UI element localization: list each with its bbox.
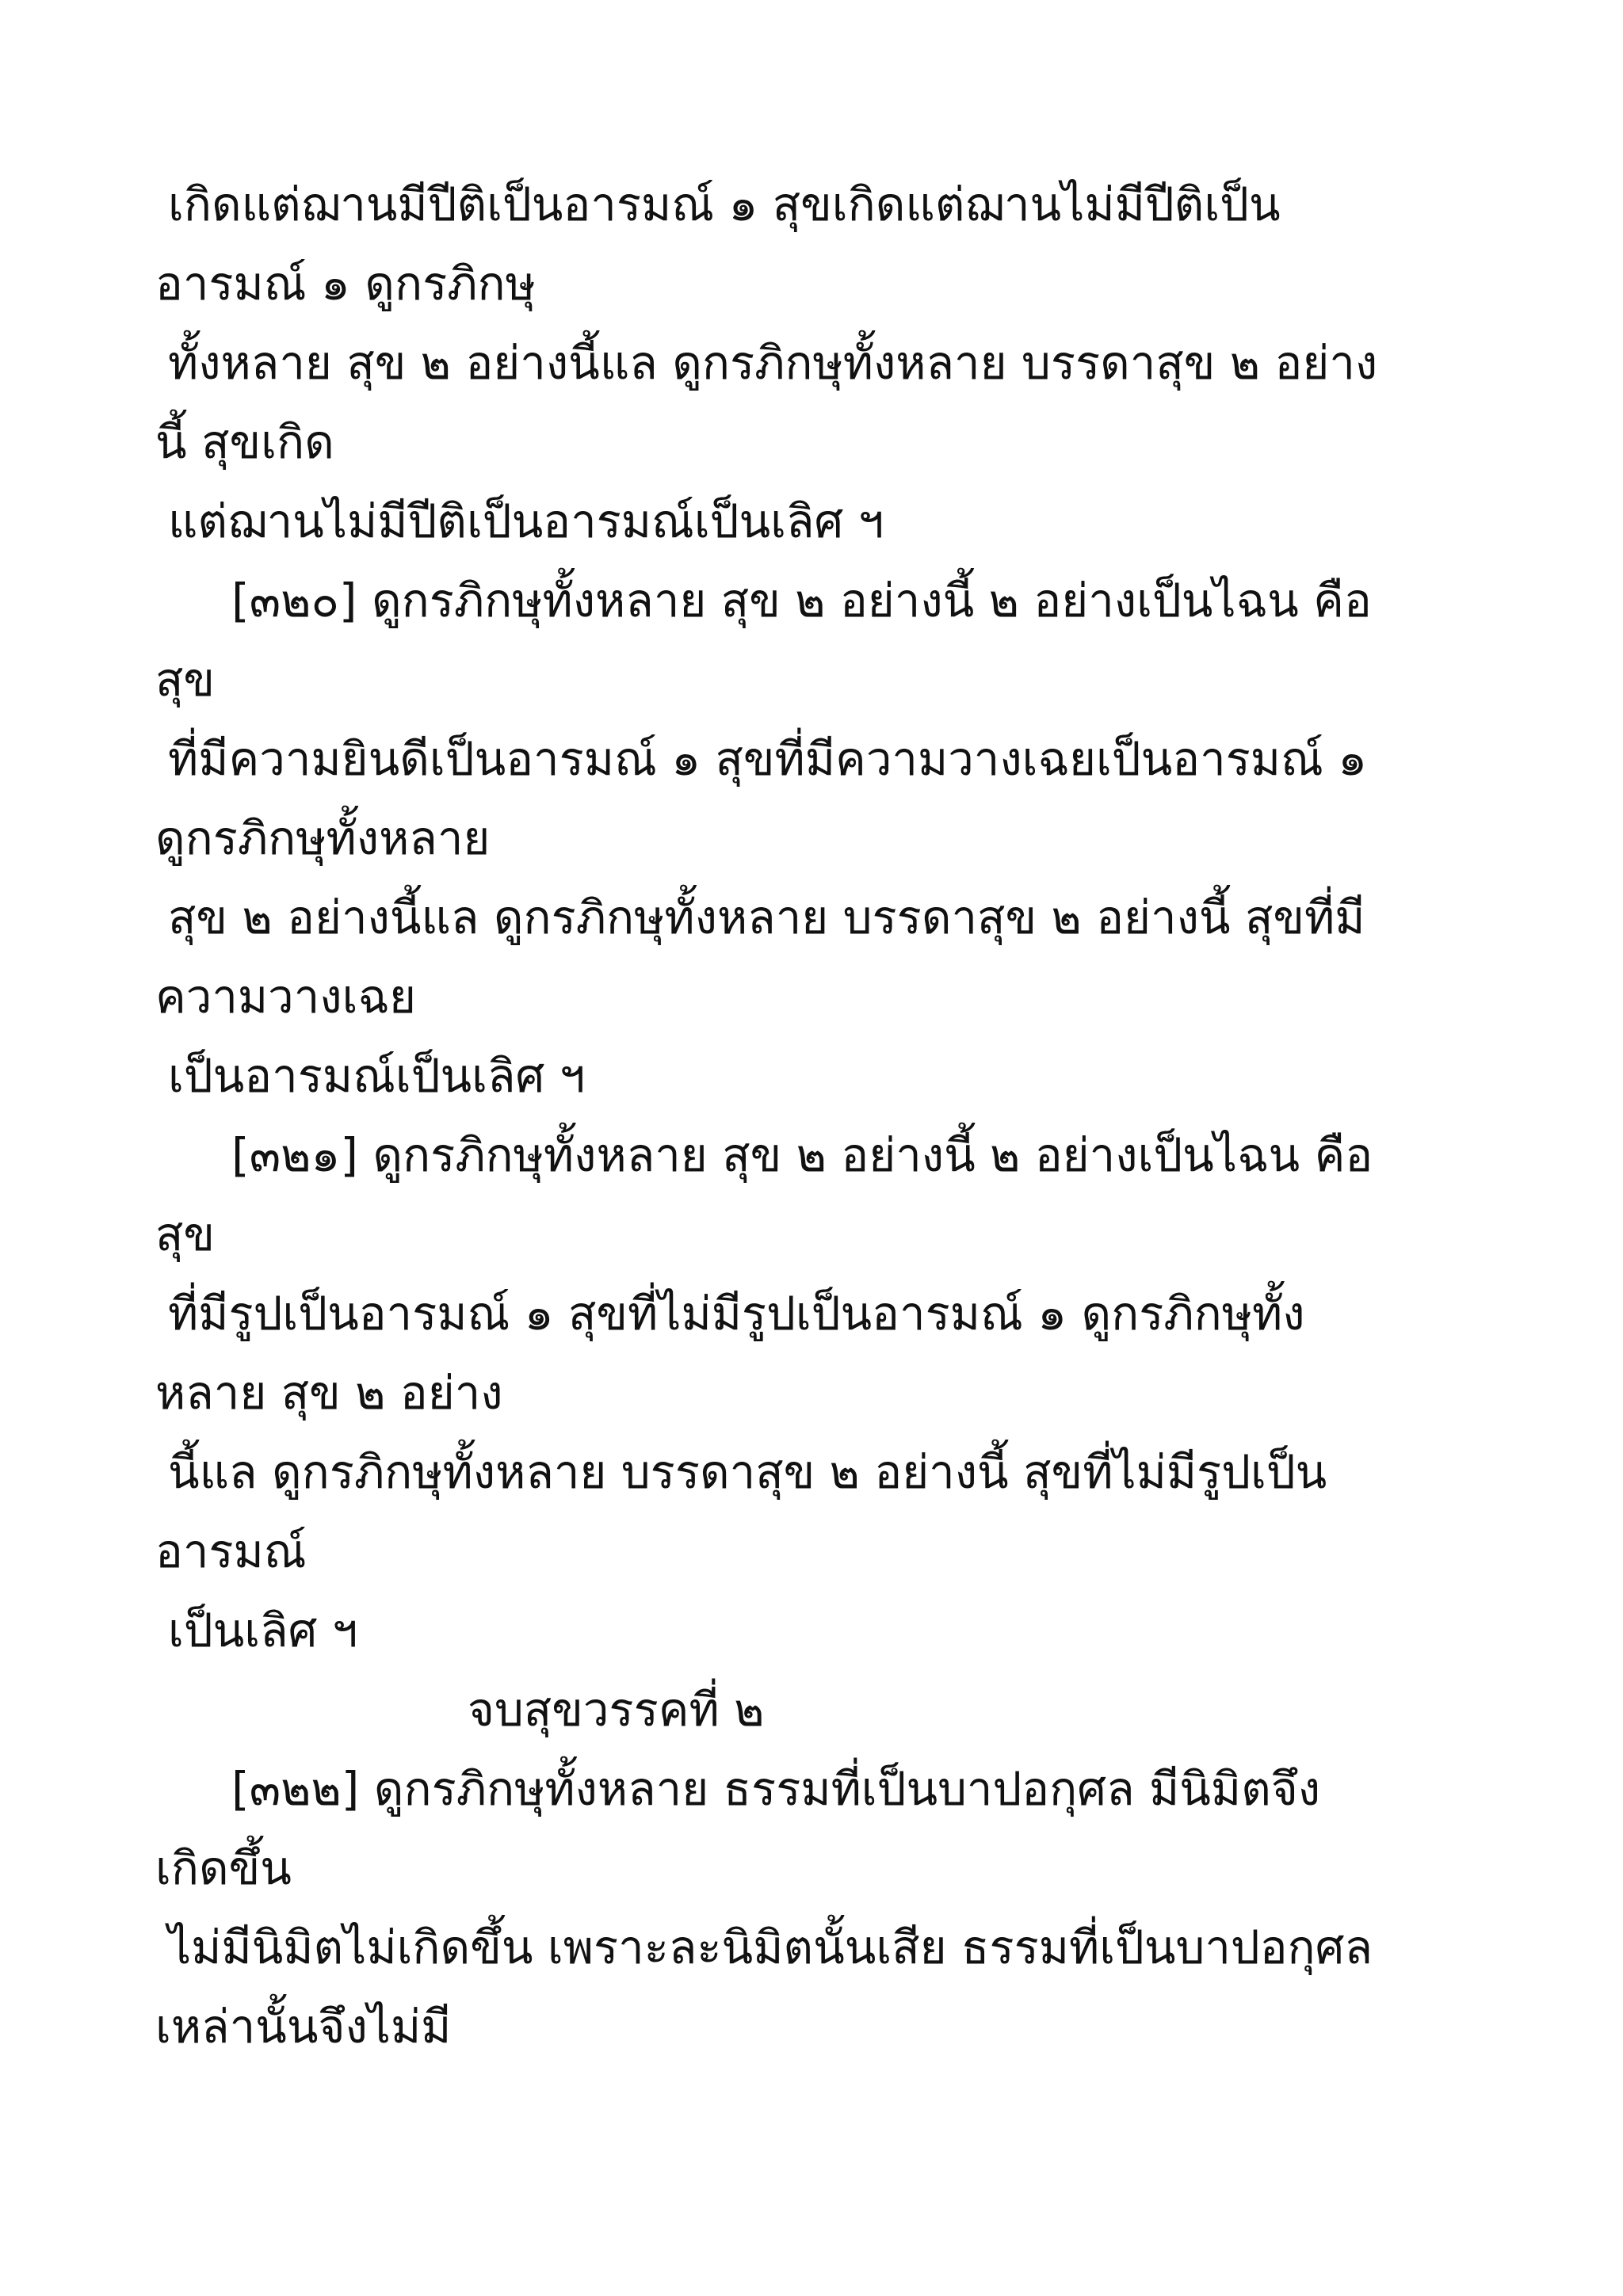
text-line: ความวางเฉย <box>155 970 416 1024</box>
text-line: ที่มีความยินดีเป็นอารมณ์ ๑ สุขที่มีความวางเฉยเป็นอารมณ์ ๑ <box>168 732 1368 786</box>
text-line: อารมณ์ <box>155 1524 307 1578</box>
text-line: เป็นอารมณ์เป็นเลิศ ฯ <box>168 1049 586 1103</box>
text-line: เหล่านั้นจึงไม่มี <box>155 2000 452 2054</box>
text-line: สุข ๒ อย่างนี้แล ดูกรภิกษุทั้งหลาย บรรดาสุข ๒ อย่างนี้ สุขที่มี <box>168 891 1365 944</box>
text-line: แต่ฌานไม่มีปีติเป็นอารมณ์เป็นเลิศ ฯ <box>168 494 884 548</box>
text-line: ทั้งหลาย สุข ๒ อย่างนี้แล ดูกรภิกษุทั้งหลาย บรรดาสุข ๒ อย่าง <box>168 336 1378 390</box>
paragraph-start-line: [๓๒๒] ดูกรภิกษุทั้งหลาย ธรรมที่เป็นบาปอกุศล มีนิมิตจึง <box>231 1762 1321 1816</box>
text-line: หลาย สุข ๒ อย่าง <box>155 1366 503 1420</box>
chapter-end-heading: จบสุขวรรคที่ ๒ <box>468 1683 765 1737</box>
text-line: สุข <box>155 1207 216 1261</box>
text-line: เกิดขึ้น <box>155 1841 292 1895</box>
paragraph-start-line: [๓๒๑] ดูกรภิกษุทั้งหลาย สุข ๒ อย่างนี้ ๒ อย่างเป็นไฉน คือ <box>231 1128 1373 1182</box>
paragraph-start-line: [๓๒๐] ดูกรภิกษุทั้งหลาย สุข ๒ อย่างนี้ ๒ อย่างเป็นไฉน คือ <box>231 574 1372 627</box>
text-line: อารมณ์ ๑ ดูกรภิกษุ <box>155 257 536 311</box>
text-line: นี้ สุขเกิด <box>155 415 334 469</box>
text-line: สุข <box>155 653 216 707</box>
text-line: ไม่มีนิมิตไม่เกิดขึ้น เพราะละนิมิตนั้นเสีย ธรรมที่เป็นบาปอกุศล <box>168 1920 1373 1974</box>
text-line: นี้แล ดูกรภิกษุทั้งหลาย บรรดาสุข ๒ อย่างนี้ สุขที่ไม่มีรูปเป็น <box>168 1445 1327 1499</box>
text-line: เป็นเลิศ ฯ <box>168 1604 358 1657</box>
text-line: ดูกรภิกษุทั้งหลาย <box>155 811 491 865</box>
text-line: ที่มีรูปเป็นอารมณ์ ๑ สุขที่ไม่มีรูปเป็นอารมณ์ ๑ ดูกรภิกษุทั้ง <box>168 1287 1305 1341</box>
text-line: เกิดแต่ฌานมีปีติเป็นอารมณ์ ๑ สุขเกิดแต่ฌานไม่มีปีติเป็น <box>168 177 1281 231</box>
